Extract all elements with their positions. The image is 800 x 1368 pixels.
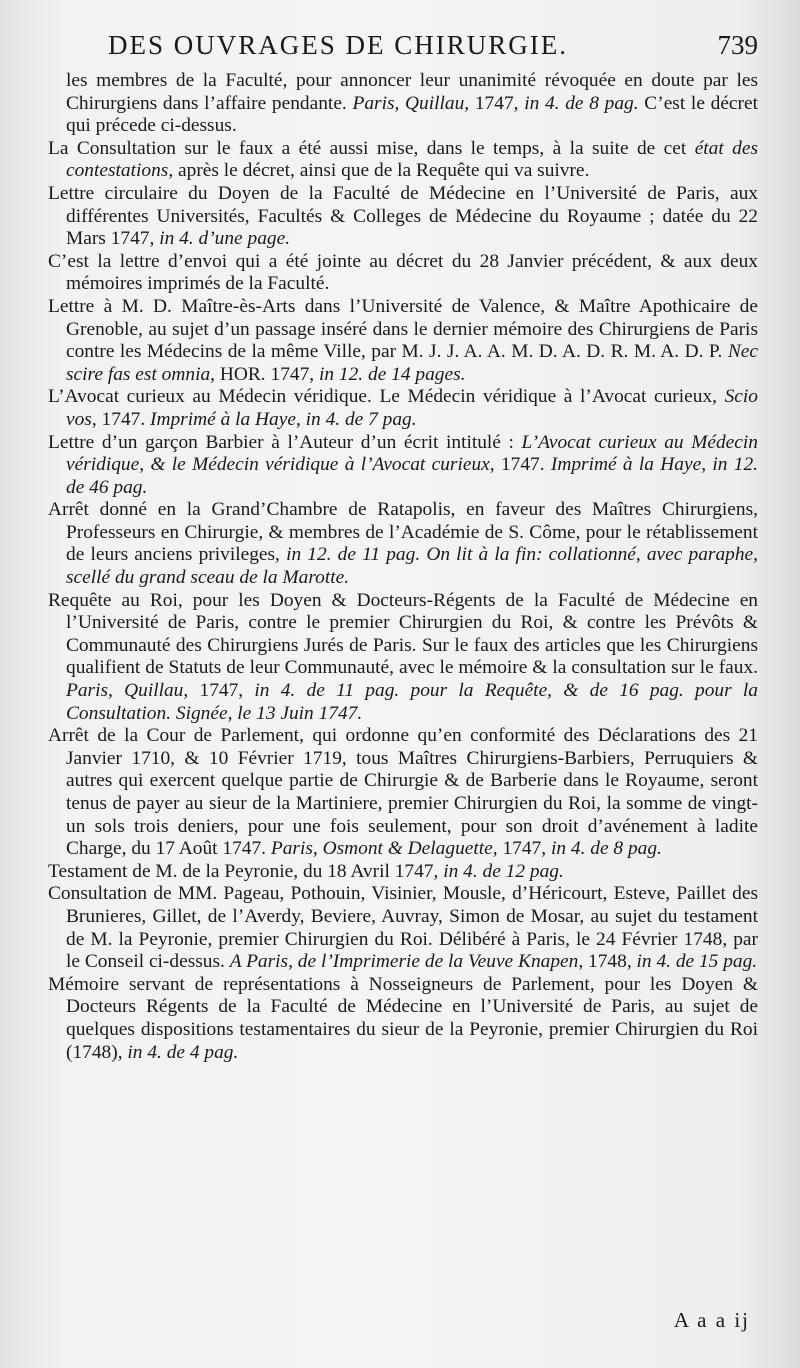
bibliography-entry: Lettre d’un garçon Barbier à l’Auteur d’un écrit intitulé : L’Avocat curieux au Médecin véridique, & le Médecin véridique à l’Avocat curieux, 1747. Imprimé à la Haye, in 12. de 46 pag. (48, 431, 759, 498)
bibliography-entry: Arrêt de la Cour de Parlement, qui ordonne qu’en conformité des Déclarations des 21 Janvier 1710, & 10 Février 1719, tous Maîtres Chirurgiens-Barbiers, Perruquiers & autres qui exercent quelque partie de Chirurgie & de Barberie dans le Royaume, seront tenus de payer au sieur de la Martiniere, premier Chirurgien du Roi, la somme de vingt-un sols trois deniers, pour une fois seulement, pour son droit d’avénement à ladite Charge, du 17 Août 1747. Paris, Osmont & Delaguette, 1747, in 4. de 8 pag. (48, 725, 758, 860)
bibliography-entry: les membres de la Faculté, pour annoncer leur unanimité révoquée en doute par les Chirurgiens dans l’affaire pendante. Paris, Quillau, 1747, in 4. de 8 pag. C’est le décret qui précede ci-dessus. (66, 70, 758, 137)
bibliography-entry: L’Avocat curieux au Médecin véridique. Le Médecin véridique à l’Avocat curieux, Scio vos, 1747. Imprimé à la Haye, in 4. de 7 pag. (48, 386, 758, 430)
bibliography-entry: Lettre circulaire du Doyen de la Faculté de Médecine en l’Université de Paris, aux différentes Universités, Facultés & Colleges de Médecine du Royaume ; datée du 22 Mars 1747, in 4. d’une page. (48, 182, 758, 250)
bibliography-entry: C’est la lettre d’envoi qui a été jointe au décret du 28 Janvier précédent, & aux deux mémoires imprimés de la Faculté. (48, 250, 758, 295)
running-title: DES OUVRAGES DE CHIRURGIE. (108, 30, 569, 60)
bibliography-entries (48, 70, 758, 1064)
bibliography-entry: Arrêt donné en la Grand’Chambre de Ratapolis, en faveur des Maîtres Chirurgiens, Professeurs en Chirurgie, & membres de l’Académie de S. Côme, pour le rétablissement de leurs anciens privileges, in 12. de 11 pag. On lit à la fin: collationné, avec paraphe, scellé du grand sceau de la Marotte. (48, 499, 759, 589)
running-head (48, 30, 758, 70)
signature-mark: A a a ij (673, 1308, 750, 1332)
bibliography-entry: Requête au Roi, pour les Doyen & Docteurs-Régents de la Faculté de Médecine en l’Université de Paris, contre le premier Chirurgien du Roi, & contre les Prévôts & Communauté des Chirurgiens Jurés de Paris. Sur le faux des articles que les Chirurgiens qualifient de Statuts de leur Communauté, avec le mémoire & la consultation sur le faux. Paris, Quillau, 1747, in 4. de 11 pag. pour la Requête, & de 16 pag. pour la Consultation. Signée, le 13 Juin 1747. (48, 589, 759, 724)
bibliography-entry: Consultation de MM. Pageau, Pothouin, Visinier, Mousle, d’Héricourt, Esteve, Paillet des Brunieres, Gillet, de l’Averdy, Beviere, Auvray, Simon de Mosar, au sujet du testament de M. la Peyronie, premier Chirurgien du Roi. Délibéré à Paris, le 24 Février 1748, par le Conseil ci-dessus. A Paris, de l’Imprimerie de la Veuve Knapen, 1748, in 4. de 15 pag. (48, 883, 758, 973)
bibliography-entry: Lettre à M. D. Maître-ès-Arts dans l’Université de Valence, & Maître Apothicaire de Grenoble, au sujet d’un passage inséré dans le dernier mémoire des Chirurgiens de Paris contre les Médecins de la même Ville, par M. J. J. A. A. M. D. A. D. R. M. A. D. P. Nec scire fas est omnia, HOR. 1747, in 12. de 14 pages. (48, 295, 758, 385)
page-number: 739 (717, 30, 758, 60)
bibliography-entry: Mémoire servant de représentations à Nosseigneurs de Parlement, pour les Doyen & Docteurs Régents de la Faculté de Médecine en l’Université de Paris, au sujet de quelques dispositions testamentaires du sieur de la Peyronie, premier Chirurgien du Roi (1748), in 4. de 4 pag. (48, 973, 758, 1063)
bibliography-entry: Testament de M. de la Peyronie, du 18 Avril 1747, in 4. de 12 pag. (48, 860, 564, 882)
bibliography-entry: La Consultation sur le faux a été aussi mise, dans le temps, à la suite de cet état des contestations, après le décret, ainsi que de la Requête qui va suivre. (48, 137, 759, 182)
